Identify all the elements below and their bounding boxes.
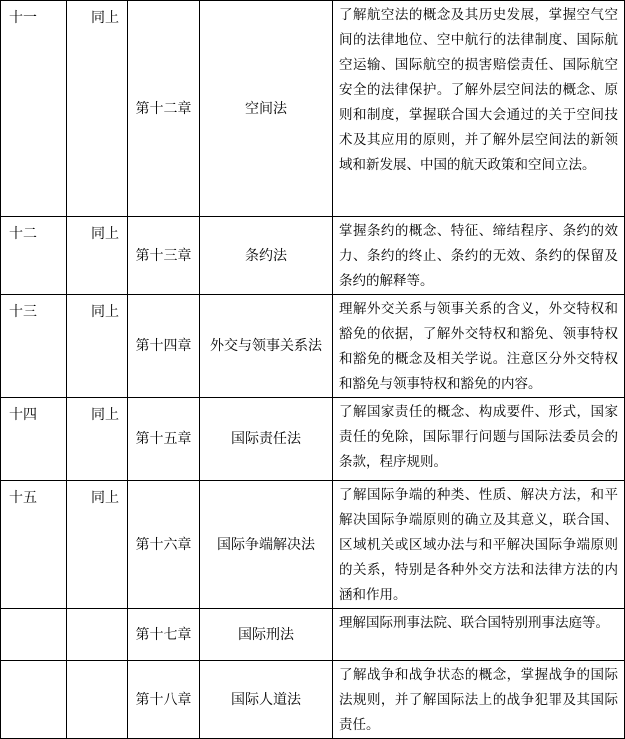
row-reference: 同上 bbox=[67, 217, 128, 295]
description-cell: 了解国家责任的概念、构成要件、形式，国家责任的免除，国际罪行问题与国际法委员会的条款，程序规则。 bbox=[333, 398, 625, 481]
description-cell: 掌握条约的概念、特征、缔结程序、条约的效力、条约的终止、条约的无效、条约的保留及条约的解释等。 bbox=[333, 217, 625, 295]
topic-cell: 空间法 bbox=[200, 1, 333, 217]
row-number: 十二 bbox=[1, 217, 67, 295]
chapter-cell: 第十七章 bbox=[128, 609, 200, 661]
description-cell: 理解国际刑事法院、联合国特别刑事法庭等。 bbox=[333, 609, 625, 661]
table-row bbox=[1, 481, 625, 609]
row-reference: 同上 bbox=[67, 481, 128, 609]
chapter-cell: 第十六章 bbox=[128, 481, 200, 609]
row-reference bbox=[67, 661, 128, 739]
table-row bbox=[1, 295, 625, 398]
table-row bbox=[1, 398, 625, 481]
table-row bbox=[1, 609, 625, 661]
row-number: 十三 bbox=[1, 295, 67, 398]
topic-cell: 国际争端解决法 bbox=[200, 481, 333, 609]
table-row bbox=[1, 1, 625, 217]
chapter-cell: 第十四章 bbox=[128, 295, 200, 398]
chapter-cell: 第十五章 bbox=[128, 398, 200, 481]
topic-cell: 国际责任法 bbox=[200, 398, 333, 481]
chapter-cell: 第十八章 bbox=[128, 661, 200, 739]
description-cell: 了解航空法的概念及其历史发展，掌握空气空间的法律地位、空中航行的法律制度、国际航空运输、国际航空的损害赔偿责任、国际航空安全的法律保护。了解外层空间法的概念、原则和制度，掌握联合国大会通过的关于空间技术及其应用的原则，并了解外层空间法的新领域和新发展、中国的航天政策和空间立法。 bbox=[333, 1, 625, 217]
row-reference: 同上 bbox=[67, 398, 128, 481]
topic-cell: 国际刑法 bbox=[200, 609, 333, 661]
topic-cell: 外交与领事关系法 bbox=[200, 295, 333, 398]
description-cell: 了解战争和战争状态的概念，掌握战争的国际法规则，并了解国际法上的战争犯罪及其国际责任。 bbox=[333, 661, 625, 739]
table-row bbox=[1, 661, 625, 739]
row-reference bbox=[67, 609, 128, 661]
description-cell: 理解外交关系与领事关系的含义，外交特权和豁免的依据，了解外交特权和豁免、领事特权和豁免的概念及相关学说。注意区分外交特权和豁免与领事特权和豁免的内容。 bbox=[333, 295, 625, 398]
row-number: 十五 bbox=[1, 481, 67, 609]
chapter-cell: 第十三章 bbox=[128, 217, 200, 295]
table-row bbox=[1, 217, 625, 295]
topic-cell: 条约法 bbox=[200, 217, 333, 295]
topic-cell: 国际人道法 bbox=[200, 661, 333, 739]
row-number: 十一 bbox=[1, 1, 67, 217]
row-reference: 同上 bbox=[67, 1, 128, 217]
row-number bbox=[1, 609, 67, 661]
row-number bbox=[1, 661, 67, 739]
row-reference: 同上 bbox=[67, 295, 128, 398]
chapter-cell: 第十二章 bbox=[128, 1, 200, 217]
description-cell: 了解国际争端的种类、性质、解决方法，和平解决国际争端原则的确立及其意义，联合国、区域机关或区域办法与和平解决国际争端原则的关系，特别是各种外交方法和法律方法的内涵和作用。 bbox=[333, 481, 625, 609]
row-number: 十四 bbox=[1, 398, 67, 481]
